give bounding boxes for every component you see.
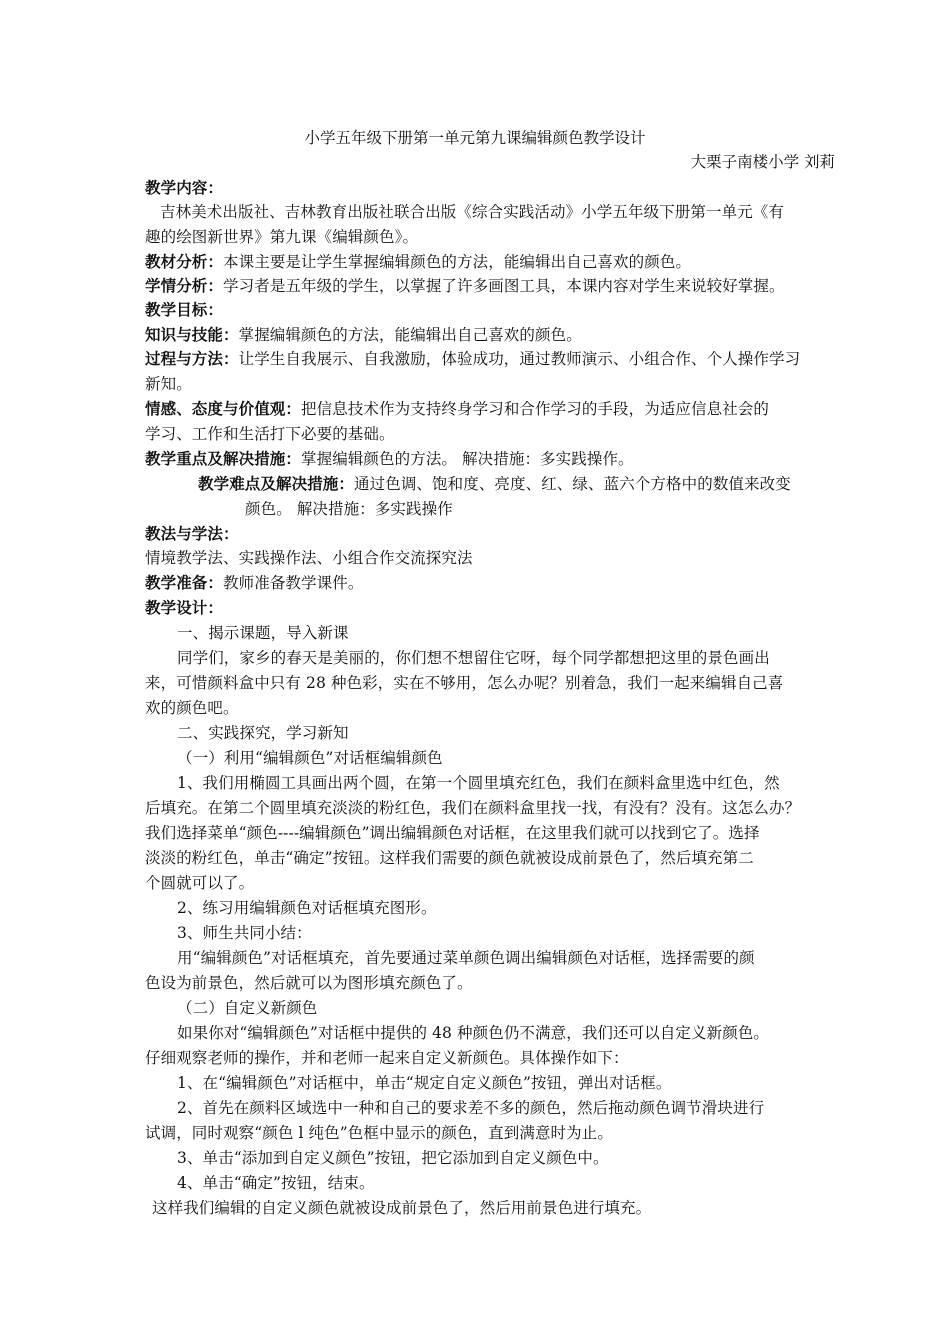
emotion-text-1: 把信息技术作为支持终身学习和合作学习的手段，为适应信息社会的: [301, 400, 770, 418]
process-text-1: 让学生自我展示、自我激励，体验成功，通过教师演示、小组合作、个人操作学习: [238, 350, 801, 368]
difficulty-points: [198, 472, 791, 496]
content-label: 教学内容：: [145, 178, 224, 197]
difficulty-label: 教学难点及解决措施：: [198, 474, 355, 493]
section-2-step-1c: 我们选择菜单“颜色----编辑颜色”调出编辑颜色对话框，在这里我们就可以找到它了。选择: [145, 824, 760, 842]
student-analysis: [145, 274, 785, 298]
material-label: 教材分析：: [145, 252, 224, 271]
prep-text: 教师准备教学课件。: [223, 574, 364, 592]
custom-step-2b: 试调，同时观察“颜色 l 纯色”色框中显示的颜色，直到满意时为止。: [145, 1124, 613, 1142]
section-2-heading: 二、实践探究，学习新知: [177, 724, 349, 742]
custom-step-4: 4、单击“确定”按钮，结束。: [177, 1174, 375, 1192]
method-label: 教法与学法：: [145, 524, 239, 543]
student-text: 学习者是五年级的学生，以掌握了许多画图工具，本课内容对学生来说较好掌握。: [223, 277, 785, 295]
section-1-heading: 一、揭示课题，导入新课: [177, 624, 349, 642]
knowledge-label: 知识与技能：: [145, 325, 239, 344]
method-text: 情境教学法、实践操作法、小组合作交流探究法: [145, 549, 473, 567]
document-title: 小学五年级下册第一单元第九课编辑颜色教学设计: [304, 129, 646, 147]
process-goal: [145, 347, 800, 371]
emotion-goal: [145, 397, 769, 421]
process-label: 过程与方法：: [145, 349, 239, 368]
custom-step-3: 3、单击“添加到自定义颜色”按钮，把它添加到自定义颜色中。: [177, 1149, 609, 1167]
section-2-subheading-1: （一）利用“编辑颜色”对话框编辑颜色: [177, 749, 443, 767]
emotion-text-2: 学习、工作和生活打下必要的基础。: [145, 425, 395, 443]
section-2-summary-2: 色设为前景色，然后就可以为图形填充颜色了。: [145, 974, 473, 992]
section-2-step-1b: 后填充。在第二个圆里填充淡淡的粉红色，我们在颜料盒里找一找，有没有？没有。这怎么办？: [145, 799, 801, 817]
section-2-step-2: 2、练习用编辑颜色对话框填充图形。: [177, 899, 437, 917]
section-2-step-1d: 淡淡的粉红色，单击“确定”按钮。这样我们需要的颜色就被设成前景色了，然后填充第二: [145, 849, 754, 867]
material-analysis: [145, 250, 691, 274]
section-1-paragraph-1: 同学们，家乡的春天是美丽的，你们想不想留住它呀，每个同学都想把这里的景色画出: [177, 649, 770, 667]
material-text: 本课主要是让学生掌握编辑颜色的方法，能编辑出自己喜欢的颜色。: [223, 253, 692, 271]
section-1-paragraph-2: 来，可惜颜料盒中只有 28 种色彩，实在不够用，怎么办呢？别着急，我们一起来编辑自己喜: [145, 674, 784, 692]
knowledge-text: 掌握编辑颜色的方法，能编辑出自己喜欢的颜色。: [238, 326, 582, 344]
section-2-subheading-2: （二）自定义新颜色: [177, 999, 318, 1017]
author-line: 大栗子南楼小学 刘莉: [690, 153, 835, 171]
custom-color-intro-2: 仔细观察老师的操作，并和老师一起来自定义新颜色。具体操作如下：: [145, 1049, 629, 1067]
section-2-step-1a: 1、我们用椭圆工具画出两个圆，在第一个圆里填充红色，我们在颜料盒里选中红色，然: [177, 774, 780, 792]
student-label: 学情分析：: [145, 276, 224, 295]
custom-step-1: 1、在“编辑颜色”对话框中，单击“规定自定义颜色”按钮，弹出对话框。: [177, 1074, 672, 1092]
key-text: 掌握编辑颜色的方法。 解决措施：多实践操作。: [301, 450, 634, 468]
difficulty-text-1: 通过色调、饱和度、亮度、红、绿、蓝六个方格中的数值来改变: [354, 475, 791, 493]
content-text-2: 趣的绘图新世界》第九课《编辑颜色》。: [145, 228, 419, 246]
closing-line: 这样我们编辑的自定义颜色就被设成前景色了，然后用前景色进行填充。: [152, 1199, 652, 1217]
knowledge-goal: [145, 323, 582, 347]
process-text-2: 新知。: [145, 375, 192, 393]
content-text-1: 吉林美术出版社、吉林教育出版社联合出版《综合实践活动》小学五年级下册第一单元《有: [160, 203, 785, 221]
key-label: 教学重点及解决措施：: [145, 449, 302, 468]
prep-label: 教学准备：: [145, 573, 224, 592]
prep-line: [145, 571, 363, 595]
custom-color-intro-1: 如果你对“编辑颜色”对话框中提供的 48 种颜色仍不满意，我们还可以自定义新颜色。: [177, 1024, 770, 1042]
difficulty-text-2: 颜色。 解决措施：多实践操作: [245, 500, 453, 518]
section-2-summary-1: 用“编辑颜色”对话框填充，首先要通过菜单颜色调出编辑颜色对话框，选择需要的颜: [177, 949, 755, 967]
section-2-step-3: 3、师生共同小结：: [177, 924, 312, 942]
emotion-label: 情感、态度与价值观：: [145, 399, 302, 418]
key-points: [145, 447, 634, 471]
design-label: 教学设计：: [145, 598, 224, 617]
goals-label: 教学目标：: [145, 300, 224, 319]
custom-step-2a: 2、首先在颜料区域选中一种和自己的要求差不多的颜色，然后拖动颜色调节滑块进行: [177, 1099, 765, 1117]
section-1-paragraph-3: 欢的颜色吧。: [145, 699, 239, 717]
section-2-step-1e: 个圆就可以了。: [145, 874, 255, 892]
